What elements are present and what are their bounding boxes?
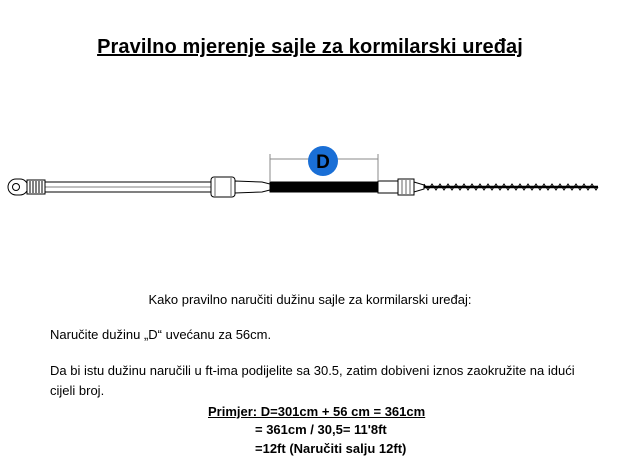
- example-line-3: =12ft (Naručiti salju 12ft): [255, 441, 407, 456]
- instruction-text: Naručite dužinu „D“ uvećanu za 56cm.: [50, 327, 272, 342]
- example-line-1: Primjer: D=301cm + 56 cm = 361cm: [208, 404, 426, 419]
- conversion-text: Da bi istu dužinu naručili u ft-ima podijelite sa 30.5, zatim dobiveni iznos zaokružite na idući cijeli broj.: [50, 363, 575, 398]
- d-label: D: [316, 152, 330, 173]
- sleeve: [235, 181, 270, 193]
- rod-end-hole: [13, 184, 20, 191]
- example-line-2: = 361cm / 30,5= 11'8ft: [255, 422, 387, 437]
- hex-nut: [211, 177, 235, 197]
- page-title: Pravilno mjerenje sajle za kormilarski uređaj: [97, 36, 523, 58]
- cable-jacket: [270, 182, 378, 192]
- end-fitting: [378, 181, 398, 193]
- end-taper: [414, 182, 424, 192]
- helical-core: [424, 184, 598, 190]
- steering-cable-diagram: [0, 140, 620, 220]
- intro-text: Kako pravilno naručiti dužinu sajle za kormilarski uređaj:: [148, 292, 472, 307]
